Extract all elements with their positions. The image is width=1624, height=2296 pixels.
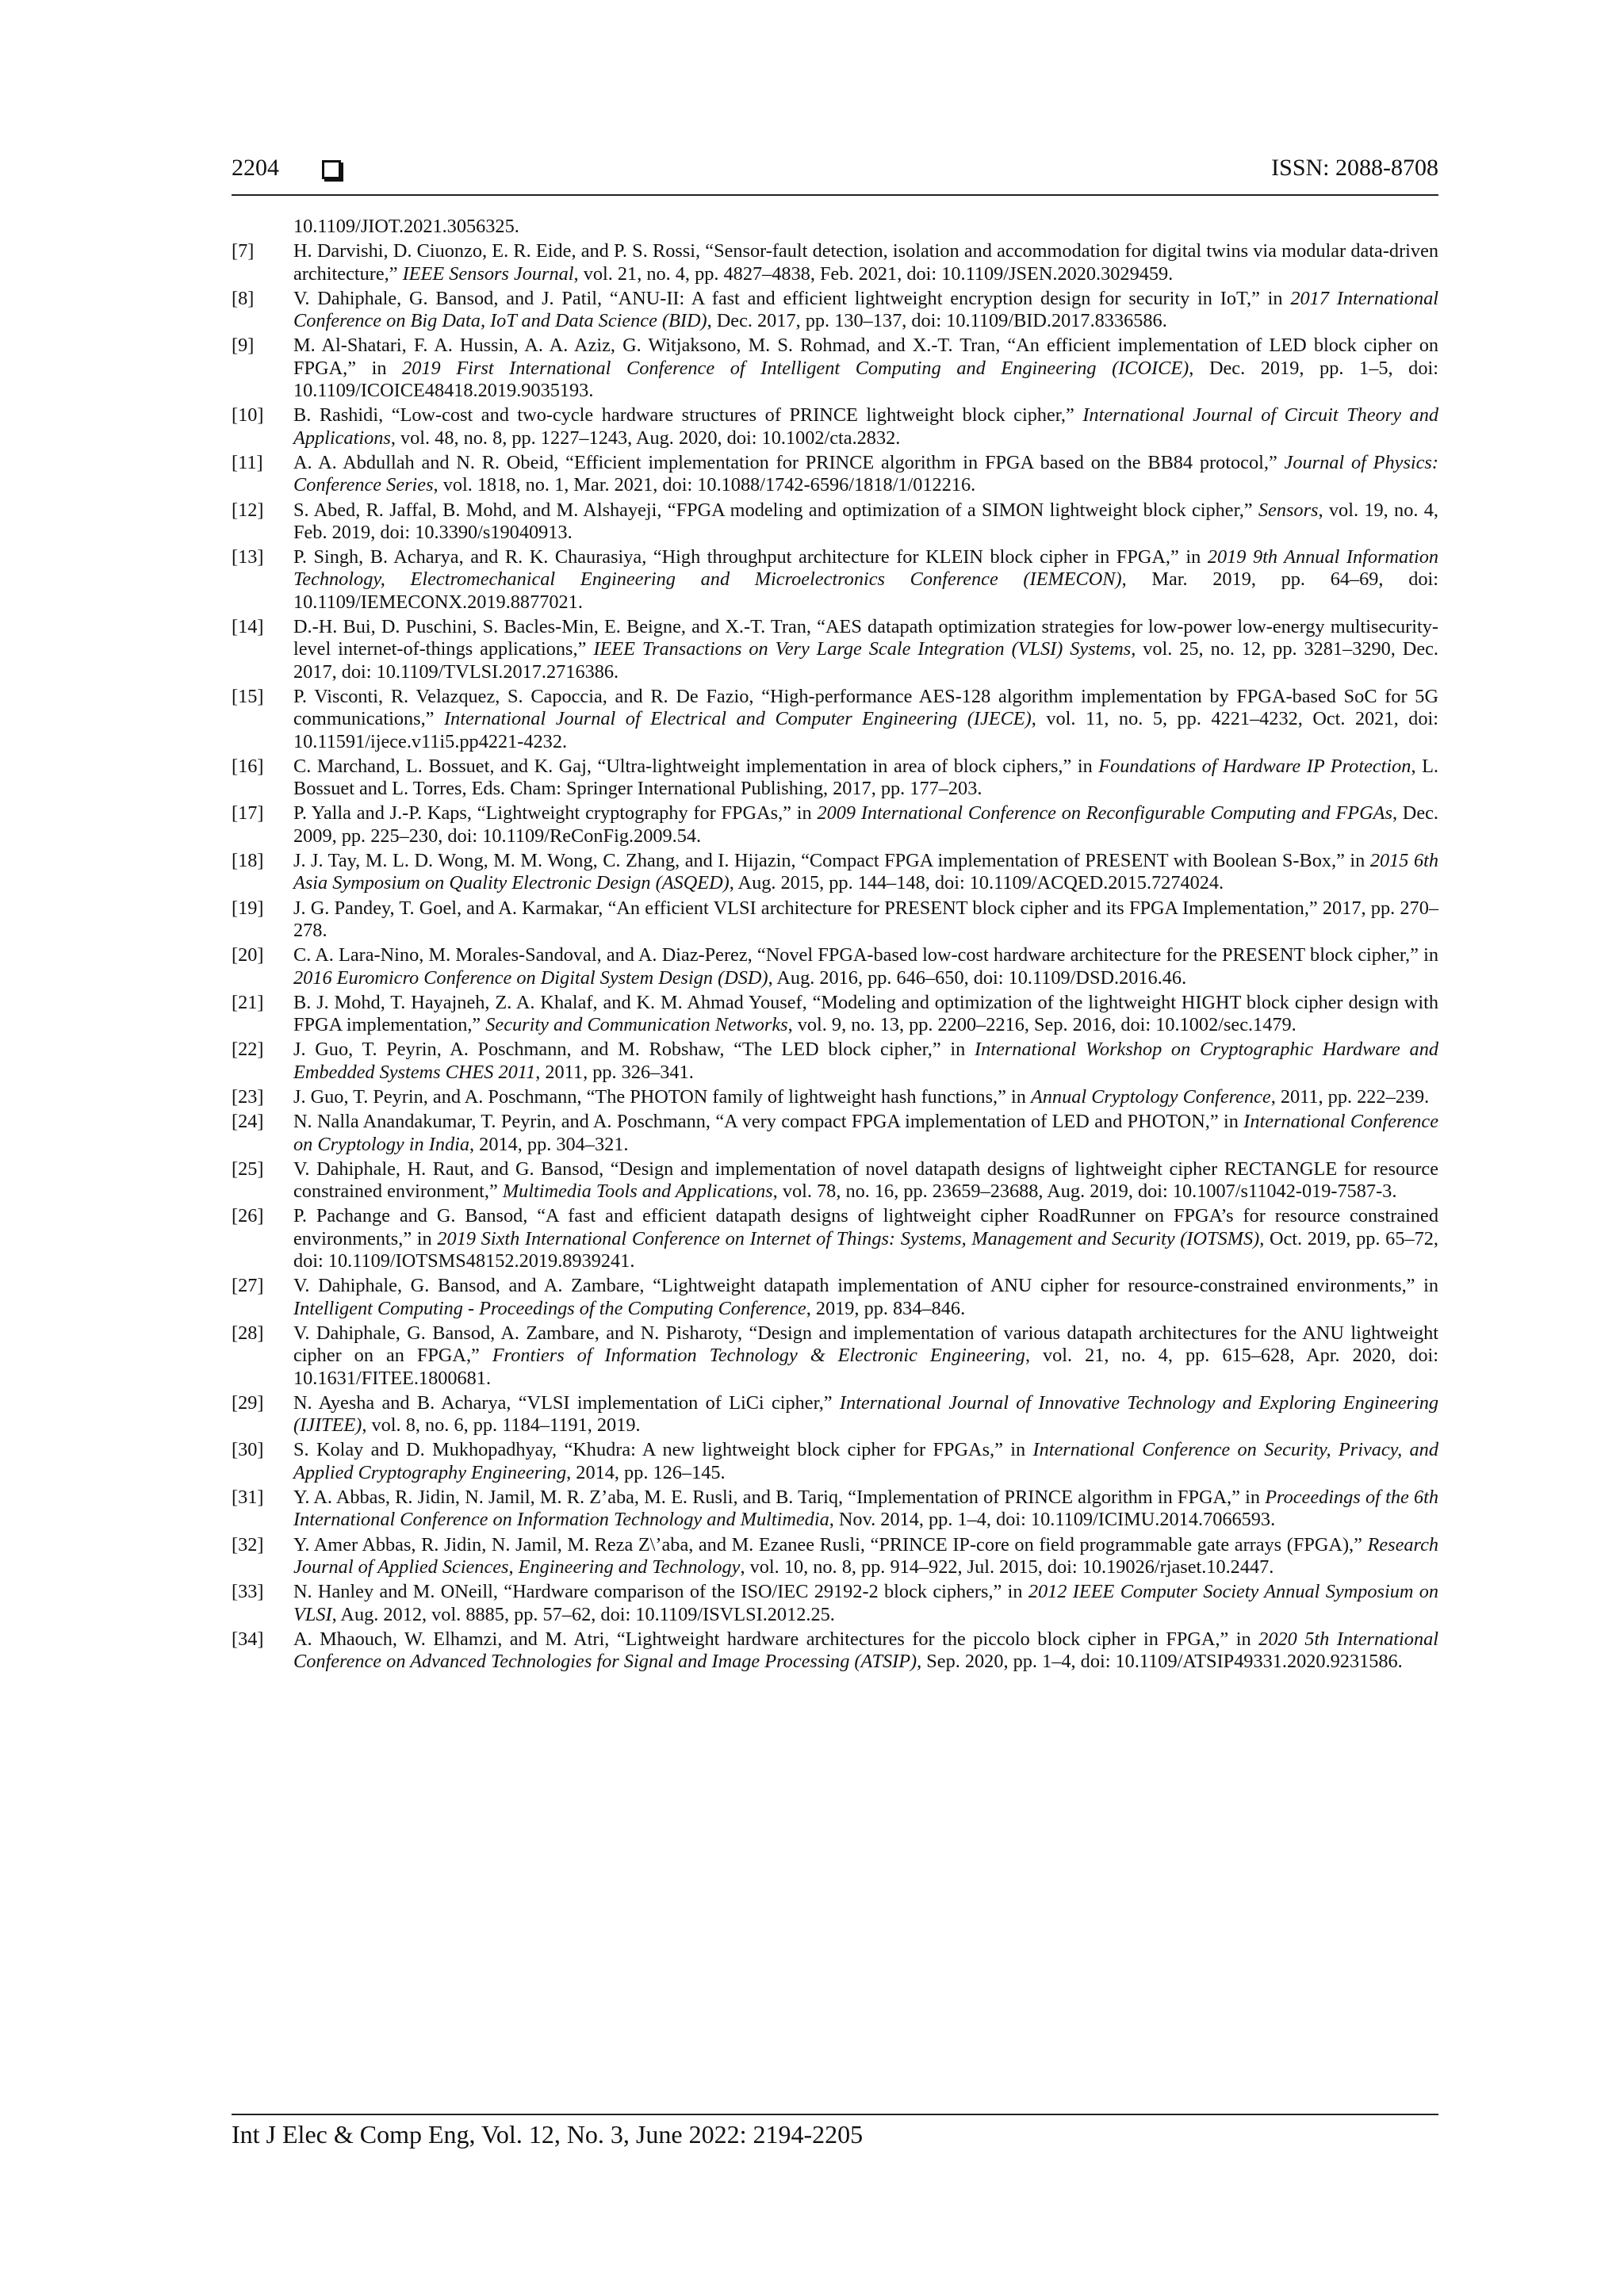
reference-item	[232, 1158, 1438, 1203]
reference-text	[293, 1439, 1438, 1483]
reference-venue: Security and Communication Networks	[485, 1014, 788, 1036]
reference-item	[232, 756, 1438, 801]
reference-text	[293, 1534, 1438, 1578]
reference-segment: , vol. 1818, no. 1, Mar. 2021, doi: 10.1088/1742-6596/1818/1/012216.	[433, 474, 976, 496]
reference-segment: P. Pachange and G. Bansod, “A fast and efficient datapath designs of lightweight cipher RoadRunner on FPGA’s for resource constrained environments,” in	[293, 1205, 1438, 1249]
reference-item	[232, 897, 1438, 943]
reference-segment: , Aug. 2012, vol. 8885, pp. 57–62, doi: 10.1109/ISVLSI.2012.25.	[331, 1603, 835, 1625]
reference-venue: Frontiers of Information Technology & Electronic Engineering	[492, 1345, 1025, 1367]
reference-segment: B. J. Mohd, T. Hayajneh, Z. A. Khalaf, and K. M. Ahmad Yousef, “Modeling and optimization of the lightweight HIGHT block cipher design with FPGA implementation,”	[293, 991, 1438, 1036]
reference-number: [13]	[232, 546, 264, 568]
reference-segment: , vol. 10, no. 8, pp. 914–922, Jul. 2015, doi: 10.19026/rjaset.10.2447.	[740, 1556, 1274, 1578]
reference-text	[293, 1205, 1438, 1272]
reference-number: [28]	[232, 1322, 264, 1344]
reference-segment: S. Abed, R. Jaffal, B. Mohd, and M. Alshayeji, “FPGA modeling and optimization of a SIMON lightweight block cipher,”	[293, 499, 1258, 521]
reference-item	[232, 944, 1438, 989]
reference-venue: 2019 First International Conference of Intelligent Computing and Engineering (ICOICE)	[402, 357, 1189, 379]
reference-segment: , Nov. 2014, pp. 1–4, doi: 10.1109/ICIMU.2014.7066593.	[829, 1509, 1276, 1531]
reference-venue: IEEE Transactions on Very Large Scale Integration (VLSI) Systems	[593, 638, 1132, 660]
reference-text	[293, 686, 1438, 752]
reference-segment: , 2019, pp. 834–846.	[806, 1297, 966, 1319]
reference-item	[232, 686, 1438, 753]
reference-number: [9]	[232, 335, 255, 357]
reference-segment: H. Darvishi, D. Ciuonzo, E. R. Eide, and P. S. Rossi, “Sensor-fault detection, isolation and accommodation for digital twins via modular data-driven architecture,”	[293, 240, 1438, 285]
reference-text	[293, 1392, 1438, 1436]
reference-text	[293, 850, 1438, 894]
reference-number: [22]	[232, 1039, 264, 1061]
reference-segment: , vol. 11, no. 5, pp. 4221–4232, Oct. 2021, doi: 10.11591/ijece.v11i5.pp4221-4232.	[293, 708, 1438, 752]
page-number: 2204	[232, 155, 279, 181]
reference-text	[293, 452, 1438, 496]
reference-segment: , 2011, pp. 326–341.	[535, 1061, 694, 1083]
reference-item	[232, 1581, 1438, 1626]
reference-item	[232, 499, 1438, 545]
reference-segment: Y. Amer Abbas, R. Jidin, N. Jamil, M. Reza Z\’aba, and M. Ezanee Rusli, “PRINCE IP-core on field programmable gate arrays (FPGA),”	[293, 1533, 1368, 1556]
reference-items	[232, 240, 1438, 1673]
reference-item	[232, 1534, 1438, 1579]
reference-text	[293, 1487, 1438, 1530]
reference-item	[232, 1086, 1438, 1108]
reference-segment: , Oct. 2019, pp. 65–72, doi: 10.1109/IOTSMS48152.2019.8939241.	[293, 1227, 1438, 1272]
reference-item	[232, 546, 1438, 614]
reference-venue: 2012 IEEE Computer Society Annual Symposium on VLSI	[293, 1581, 1438, 1625]
reference-segment: , vol. 21, no. 4, pp. 615–628, Apr. 2020, doi: 10.1631/FITEE.1800681.	[293, 1345, 1438, 1389]
reference-text	[293, 802, 1438, 846]
reference-number: [25]	[232, 1158, 264, 1180]
reference-segment: S. Kolay and D. Mukhopadhyay, “Khudra: A new lightweight block cipher for FPGAs,” in	[293, 1439, 1033, 1461]
reference-segment: , Dec. 2009, pp. 225–230, doi: 10.1109/ReConFig.2009.54.	[293, 802, 1438, 847]
reference-segment: D.-H. Bui, D. Puschini, S. Bacles-Min, E. Beigne, and X.-T. Tran, “AES datapath optimization strategies for low-power low-energy multisecurity-level internet-of-things applications,”	[293, 616, 1438, 660]
reference-number: [21]	[232, 991, 264, 1013]
reference-segment: Y. A. Abbas, R. Jidin, N. Jamil, M. R. Z’aba, M. E. Rusli, and B. Tariq, “Implementation of PRINCE algorithm in FPGA,” in	[293, 1487, 1266, 1509]
reference-segment: C. A. Lara-Nino, M. Morales-Sandoval, and A. Diaz-Perez, “Novel FPGA-based low-cost hardware architecture for the PRESENT block cipher,” in	[293, 944, 1438, 966]
reference-segment: C. Marchand, L. Bossuet, and K. Gaj, “Ultra-lightweight implementation in area of block ciphers,” in	[293, 755, 1099, 777]
reference-text	[293, 1039, 1438, 1082]
reference-segment: B. Rashidi, “Low-cost and two-cycle hardware structures of PRINCE lightweight block cipher,”	[293, 404, 1083, 427]
reference-segment: , Aug. 2016, pp. 646–650, doi: 10.1109/DSD.2016.46.	[768, 966, 1187, 989]
reference-text	[293, 897, 1438, 941]
reference-item	[232, 1487, 1438, 1532]
reference-number: [27]	[232, 1275, 264, 1297]
reference-text	[293, 288, 1438, 331]
reference-number: [34]	[232, 1628, 264, 1650]
reference-text	[293, 1111, 1438, 1154]
reference-number: [19]	[232, 897, 264, 919]
reference-venue: International Conference on Security, Privacy, and Applied Cryptography Engineering	[293, 1439, 1438, 1483]
reference-segment: , vol. 78, no. 16, pp. 23659–23688, Aug. 2019, doi: 10.1007/s11042-019-7587-3.	[772, 1181, 1397, 1203]
page-header	[232, 155, 1438, 196]
reference-text	[293, 992, 1438, 1035]
reference-segment: P. Yalla and J.-P. Kaps, “Lightweight cryptography for FPGAs,” in	[293, 802, 818, 825]
reference-segment: , Aug. 2015, pp. 144–148, doi: 10.1109/ACQED.2015.7274024.	[729, 872, 1224, 894]
reference-segment: A. Mhaouch, W. Elhamzi, and M. Atri, “Lightweight hardware architectures for the piccolo block cipher in FPGA,” in	[293, 1628, 1259, 1650]
reference-segment: , vol. 8, no. 6, pp. 1184–1191, 2019.	[362, 1414, 641, 1437]
reference-number: [12]	[232, 499, 264, 521]
reference-venue: Multimedia Tools and Applications	[502, 1181, 773, 1203]
reference-venue: IEEE Sensors Journal	[402, 262, 574, 285]
reference-segment: P. Singh, B. Acharya, and R. K. Chaurasiya, “High throughput architecture for KLEIN block cipher in FPGA,” in	[293, 546, 1208, 568]
reference-segment: V. Dahiphale, G. Bansod, A. Zambare, and N. Pisharoty, “Design and implementation of various datapath architectures for the ANU lightweight cipher on an FPGA,”	[293, 1322, 1438, 1367]
reference-segment: N. Nalla Anandakumar, T. Peyrin, and A. Poschmann, “A very compact FPGA implementation of LED and PHOTON,” in	[293, 1111, 1244, 1133]
reference-number: [8]	[232, 287, 255, 309]
reference-venue: 2015 6th Asia Symposium on Quality Electronic Design (ASQED)	[293, 850, 1439, 894]
reference-text	[293, 1628, 1438, 1672]
reference-venue: 2020 5th International Conference on Advanced Technologies for Signal and Image Processing (ATSIP)	[293, 1628, 1439, 1673]
reference-segment: , Dec. 2019, pp. 1–5, doi: 10.1109/ICOICE48418.2019.9035193.	[293, 357, 1438, 402]
reference-item	[232, 616, 1438, 683]
reference-venue: 2019 Sixth International Conference on Internet of Things: Systems, Management and Security (IOTSMS)	[437, 1227, 1260, 1249]
reference-segment: , Mar. 2019, pp. 64–69, doi: 10.1109/IEMECONX.2019.8877021.	[293, 568, 1438, 613]
reference-segment: J. G. Pandey, T. Goel, and A. Karmakar, “An efficient VLSI architecture for PRESENT block cipher and its FPGA Implementation,” 2017, pp. 270–278.	[293, 897, 1438, 941]
reference-segment: P. Visconti, R. Velazquez, S. Capoccia, and R. De Fazio, “High-performance AES-128 algorithm implementation by FPGA-based SoC for 5G communications,”	[293, 685, 1438, 730]
reference-text	[293, 1322, 1438, 1389]
reference-number: [26]	[232, 1205, 264, 1227]
reference-segment: , Dec. 2017, pp. 130–137, doi: 10.1109/BID.2017.8336586.	[707, 310, 1167, 332]
reference-venue: 2009 International Conference on Reconfigurable Computing and FPGAs	[817, 802, 1392, 825]
reference-segment: J. Guo, T. Peyrin, A. Poschmann, and M. Robshaw, “The LED block cipher,” in	[293, 1039, 975, 1061]
reference-item	[232, 850, 1438, 895]
reference-item	[232, 1628, 1438, 1674]
reference-continuation: 10.1109/JIOT.2021.3056325.	[293, 216, 519, 237]
reference-segment: , L. Bossuet and L. Torres, Eds. Cham: Springer International Publishing, 2017, pp. 177–203.	[293, 755, 1438, 800]
reference-segment: , Sep. 2020, pp. 1–4, doi: 10.1109/ATSIP49331.2020.9231586.	[917, 1651, 1403, 1673]
reference-number: [24]	[232, 1111, 264, 1133]
reference-item	[232, 1111, 1438, 1156]
reference-venue: Proceedings of the 6th International Conference on Information Technology and Multimedia	[293, 1487, 1438, 1531]
reference-venue: International Journal of Electrical and Computer Engineering (IJECE)	[443, 708, 1032, 730]
reference-segment: , vol. 48, no. 8, pp. 1227–1243, Aug. 2020, doi: 10.1002/cta.2832.	[390, 427, 901, 449]
reference-number: [31]	[232, 1487, 264, 1509]
reference-item	[232, 404, 1438, 450]
reference-text	[293, 1086, 1429, 1108]
reference-number: [32]	[232, 1533, 264, 1556]
reference-segment: N. Hanley and M. ONeill, “Hardware comparison of the ISO/IEC 29192-2 block ciphers,” in	[293, 1581, 1028, 1603]
reference-segment: A. A. Abdullah and N. R. Obeid, “Efficient implementation for PRINCE algorithm in FPGA based on the BB84 protocol,”	[293, 451, 1285, 473]
reference-text	[293, 944, 1438, 988]
reference-segment: V. Dahiphale, H. Raut, and G. Bansod, “Design and implementation of novel datapath designs of lightweight cipher RECTANGLE for resource constrained environment,”	[293, 1158, 1438, 1203]
reference-segment: , 2014, pp. 304–321.	[469, 1133, 629, 1155]
reference-number: [30]	[232, 1439, 264, 1461]
reference-text	[293, 1158, 1438, 1202]
reference-number: [7]	[232, 240, 255, 262]
reference-segment: M. Al-Shatari, F. A. Hussin, A. A. Aziz, G. Witjaksono, M. S. Rohmad, and X.-T. Tran, “An efficient implementation of LED block cipher on FPGA,” in	[293, 335, 1438, 379]
reference-segment: , vol. 19, no. 4, Feb. 2019, doi: 10.3390/s19040913.	[293, 499, 1438, 543]
reference-venue: Sensors	[1258, 499, 1319, 521]
reference-number: [14]	[232, 616, 264, 638]
reference-item	[232, 1439, 1438, 1484]
square-bullet-icon	[322, 160, 341, 179]
reference-venue: 2019 9th Annual Information Technology, Electromechanical Engineering and Microelectronics Conference (IEMECON)	[293, 546, 1438, 591]
reference-text	[293, 240, 1438, 284]
reference-number: [16]	[232, 755, 264, 777]
reference-number: [17]	[232, 802, 264, 825]
reference-list	[232, 216, 1438, 1675]
reference-text	[293, 1581, 1438, 1624]
reference-item	[232, 288, 1438, 333]
reference-segment: V. Dahiphale, G. Bansod, and A. Zambare, “Lightweight datapath implementation of ANU cipher for resource-constrained environments,” in	[293, 1275, 1438, 1297]
reference-item	[232, 452, 1438, 497]
reference-number: [23]	[232, 1085, 264, 1108]
reference-number: [11]	[232, 451, 263, 473]
reference-segment: N. Ayesha and B. Acharya, “VLSI implementation of LiCi cipher,”	[293, 1391, 840, 1414]
reference-venue: Intelligent Computing - Proceedings of the Computing Conference	[293, 1297, 806, 1319]
reference-item	[232, 1392, 1438, 1437]
reference-segment: , 2011, pp. 222–239.	[1270, 1085, 1430, 1108]
footer-citation: Int J Elec & Comp Eng, Vol. 12, No. 3, June 2022: 2194-2205	[232, 2120, 864, 2149]
reference-item	[232, 992, 1438, 1037]
reference-text	[293, 335, 1438, 401]
reference-text	[293, 1275, 1438, 1318]
reference-item	[232, 802, 1438, 848]
reference-number: [15]	[232, 685, 264, 707]
reference-number: [18]	[232, 850, 264, 872]
reference-number: [20]	[232, 944, 264, 966]
reference-venue: Annual Cryptology Conference	[1030, 1085, 1271, 1108]
reference-number: [10]	[232, 404, 264, 427]
reference-item	[232, 1322, 1438, 1390]
reference-segment: V. Dahiphale, G. Bansod, and J. Patil, “ANU-II: A fast and efficient lightweight encryption design for security in IoT,” in	[293, 287, 1291, 309]
reference-item	[232, 240, 1438, 285]
page-footer	[232, 2114, 1438, 2149]
reference-text	[293, 616, 1438, 683]
reference-venue: International Conference on Cryptology in India	[293, 1111, 1438, 1155]
reference-segment: , vol. 9, no. 13, pp. 2200–2216, Sep. 2016, doi: 10.1002/sec.1479.	[787, 1014, 1297, 1036]
reference-text	[293, 499, 1438, 543]
reference-item	[232, 335, 1438, 402]
reference-segment: , vol. 21, no. 4, pp. 4827–4838, Feb. 2021, doi: 10.1109/JSEN.2020.3029459.	[573, 262, 1174, 285]
reference-text	[293, 404, 1438, 448]
reference-venue: 2017 International Conference on Big Data, IoT and Data Science (BID)	[293, 287, 1438, 332]
reference-venue: International Journal of Circuit Theory and Applications	[293, 404, 1438, 449]
reference-segment: J. Guo, T. Peyrin, and A. Poschmann, “The PHOTON family of lightweight hash functions,” in	[293, 1085, 1031, 1108]
reference-item	[232, 1275, 1438, 1320]
reference-text	[293, 546, 1438, 613]
reference-item	[232, 1205, 1438, 1272]
reference-segment: , 2014, pp. 126–145.	[566, 1461, 726, 1483]
reference-segment: , vol. 25, no. 12, pp. 3281–3290, Dec. 2017, doi: 10.1109/TVLSI.2017.2716386.	[293, 638, 1438, 683]
reference-text	[293, 756, 1438, 799]
reference-number: [29]	[232, 1391, 264, 1414]
reference-venue: 2016 Euromicro Conference on Digital System Design (DSD)	[293, 966, 768, 989]
reference-venue: Journal of Physics: Conference Series	[293, 451, 1438, 496]
reference-segment: J. J. Tay, M. L. D. Wong, M. M. Wong, C. Zhang, and I. Hijazin, “Compact FPGA implementation of PRESENT with Boolean S-Box,” in	[293, 850, 1370, 872]
reference-venue: International Workshop on Cryptographic Hardware and Embedded Systems CHES 2011	[293, 1039, 1438, 1083]
reference-venue: Foundations of Hardware IP Protection	[1098, 755, 1411, 777]
reference-venue: Research Journal of Applied Sciences, Engineering and Technology	[293, 1533, 1438, 1578]
reference-venue: International Journal of Innovative Technology and Exploring Engineering (IJITEE)	[293, 1391, 1438, 1437]
reference-item	[232, 1039, 1438, 1084]
reference-number: [33]	[232, 1581, 264, 1603]
issn-label: ISSN: 2088-8708	[1271, 155, 1438, 181]
